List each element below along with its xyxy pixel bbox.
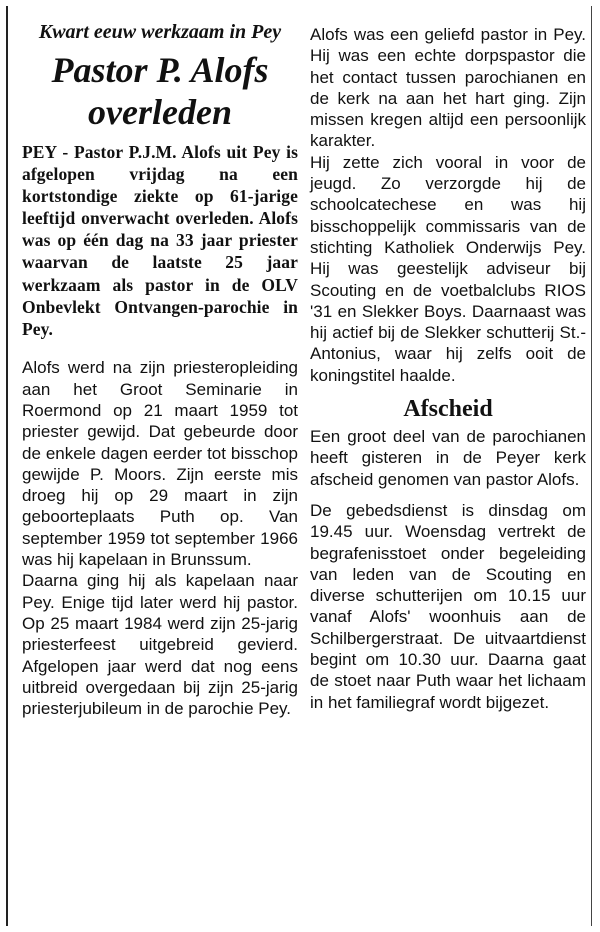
body-paragraph: Daarna ging hij als kapelaan naar Pey. Enige tijd later werd hij pastor. Op 25 maart 1984 werd zijn 25-jarig priesterfeest uitgebreid gevierd. Afgelopen jaar werd dat nog eens uitbreid overgedaan bij zijn 25-jarig priesterjubileum in de parochie Pey. [22,571,298,719]
article-lead: PEY - Pastor P.J.M. Alofs uit Pey is afgelopen vrijdag na een kortstondige ziekte op 61-jarige leeftijd onverwacht overleden. Alofs was op één dag na 33 jaar priester waarvan de laatste 25 jaar werkzaam als pastor in de OLV Onbevlekt Ontvangen-parochie in Pey. [22,142,298,339]
newspaper-clipping [6,6,592,926]
body-paragraph: Alofs werd na zijn priesteropleiding aan het Groot Seminarie in Roermond op 21 maart 1959 tot priester gewijd. Dat gebeurde door de enkele dagen eerder tot bisschop gewijde P. Moors. Zijn eerste mis droeg hij op 29 maart in zijn geboorteplaats Puth op. Van september 1959 tot september 1966 was hij kapelaan in Brunssum. [22,358,298,570]
article-headline: Pastor P. Alofs overleden [51,50,269,132]
body-paragraph: De gebedsdienst is dinsdag om 19.45 uur. Woensdag vertrekt de begrafenisstoet onder begeleiding van leden van de Scouting en diverse schutterijen om 10.15 uur vanaf Alofs' woonhuis aan de Schilbergerstraat. De uitvaartdienst begint om 10.30 uur. Daarna gaat de stoet naar Puth waar het lichaam in het familiegraf wordt bijgezet. [310,500,586,712]
section-subhead: Afscheid [403,396,493,423]
right-column [310,6,586,713]
body-paragraph: Een groot deel van de parochianen heeft gisteren in de Peyer kerk afscheid genomen van pastor Alofs. [310,427,586,489]
body-paragraph: Alofs was een geliefd pastor in Pey. Hij was een echte dorpspastor die het contact tussen parochianen en de kerk na aan het hart ging. Zijn missen kregen altijd een persoonlijk karakter. [310,25,586,151]
body-paragraph: Hij zette zich vooral in voor de jeugd. Zo verzorgde hij de schoolcatechese en was hij bisschoppelijk commissaris van de stichting Katholiek Onderwijs Pey. Hij was geestelijk adviseur bij Scouting en de voetbalclubs RIOS '31 en Slekker Boys. Daarnaast was hij actief bij de Slekker schutterij St.-Antonius, waar hij zelfs ooit de koningstitel haalde. [310,152,586,385]
left-column [22,6,298,719]
article-kicker: Kwart eeuw werkzaam in Pey [38,21,282,43]
